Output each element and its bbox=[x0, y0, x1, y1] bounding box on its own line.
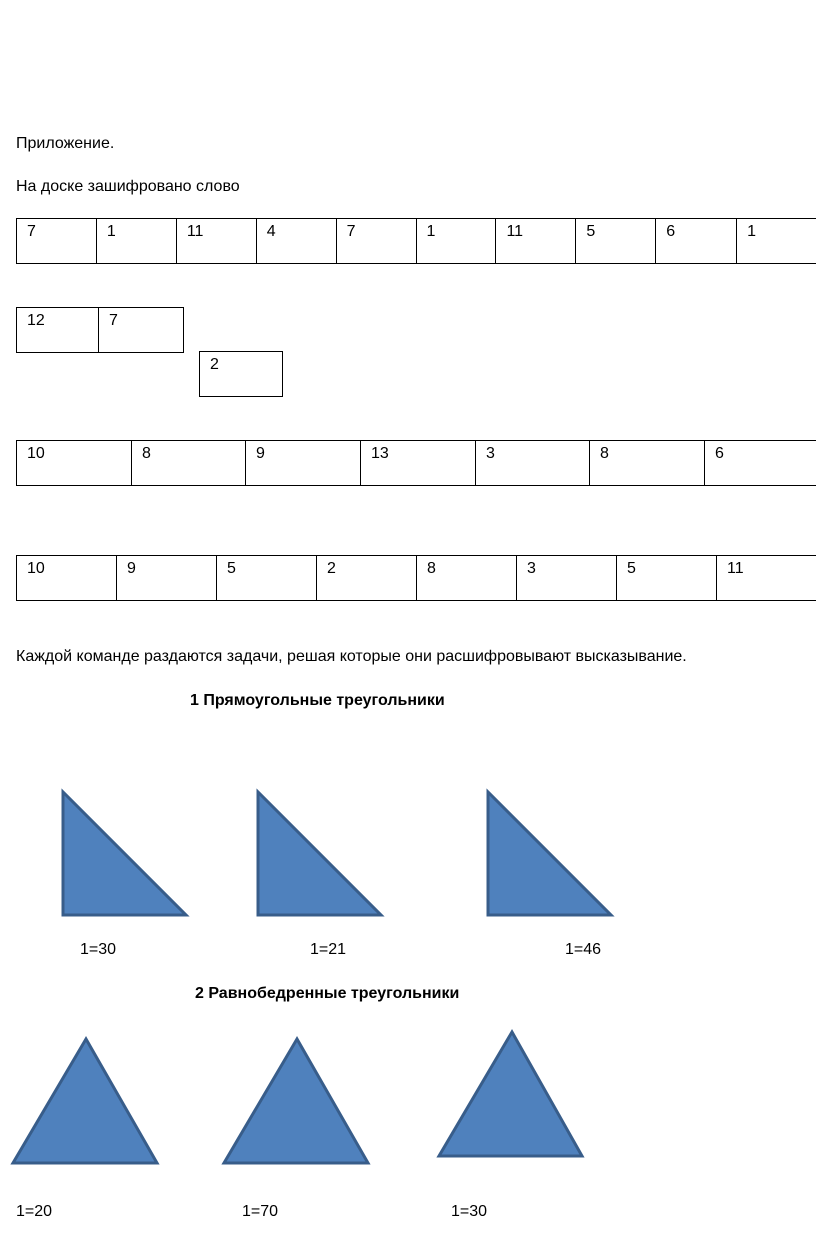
cipher-cell: 9 bbox=[246, 441, 361, 485]
cipher-cell: 6 bbox=[656, 219, 737, 263]
section-1-title: 1 Прямоугольные треугольники bbox=[190, 692, 445, 709]
cipher-cell: 7 bbox=[17, 219, 97, 263]
right-triangle-3 bbox=[488, 792, 611, 915]
angle-label: 1=30 bbox=[80, 941, 117, 958]
cipher-cell: 11 bbox=[717, 556, 816, 600]
cipher-cell: 10 bbox=[17, 441, 132, 485]
cipher-cell: 8 bbox=[132, 441, 246, 485]
section-2-title: 2 Равнобедренные треугольники bbox=[195, 985, 460, 1002]
isosceles-triangle-2 bbox=[224, 1039, 368, 1163]
intro-text: На доске зашифровано слово bbox=[16, 178, 240, 195]
isosceles-triangle-3 bbox=[439, 1032, 582, 1156]
cipher-cell: 11 bbox=[496, 219, 576, 263]
cipher-cell: 11 bbox=[177, 219, 257, 263]
instruction-text: Каждой команде раздаются задачи, решая которые они расшифровывают высказывание. bbox=[16, 648, 687, 665]
cipher-cell: 7 bbox=[99, 308, 184, 352]
right-triangle-1 bbox=[63, 792, 186, 915]
angle-label: 1=21 bbox=[310, 941, 347, 958]
cipher-cell: 8 bbox=[590, 441, 705, 485]
cipher-cell: 7 bbox=[337, 219, 417, 263]
cipher-cell: 9 bbox=[117, 556, 217, 600]
cipher-cell: 5 bbox=[217, 556, 317, 600]
angle-label: 1=46 bbox=[565, 941, 602, 958]
cipher-cell: 6 bbox=[705, 441, 816, 485]
cipher-cell: 4 bbox=[257, 219, 337, 263]
isosceles-triangle-1 bbox=[13, 1039, 157, 1163]
appendix-heading: Приложение. bbox=[16, 135, 115, 152]
right-triangle-2 bbox=[258, 792, 381, 915]
angle-label: 1=20 bbox=[16, 1203, 53, 1220]
cipher-cell: 3 bbox=[476, 441, 590, 485]
cipher-cell: 12 bbox=[17, 308, 99, 352]
cipher-cell: 8 bbox=[417, 556, 517, 600]
cipher-cell: 2 bbox=[317, 556, 417, 600]
cipher-cell: 5 bbox=[617, 556, 717, 600]
cipher-cell: 1 bbox=[737, 219, 816, 263]
cipher-cell: 2 bbox=[200, 352, 283, 396]
angle-label: 1=70 bbox=[242, 1203, 279, 1220]
angle-label: 1=30 bbox=[451, 1203, 488, 1220]
cipher-cell: 10 bbox=[17, 556, 117, 600]
cipher-cell: 1 bbox=[417, 219, 497, 263]
cipher-cell: 13 bbox=[361, 441, 476, 485]
cipher-cell: 1 bbox=[97, 219, 177, 263]
cipher-cell: 3 bbox=[517, 556, 617, 600]
cipher-cell: 5 bbox=[576, 219, 656, 263]
